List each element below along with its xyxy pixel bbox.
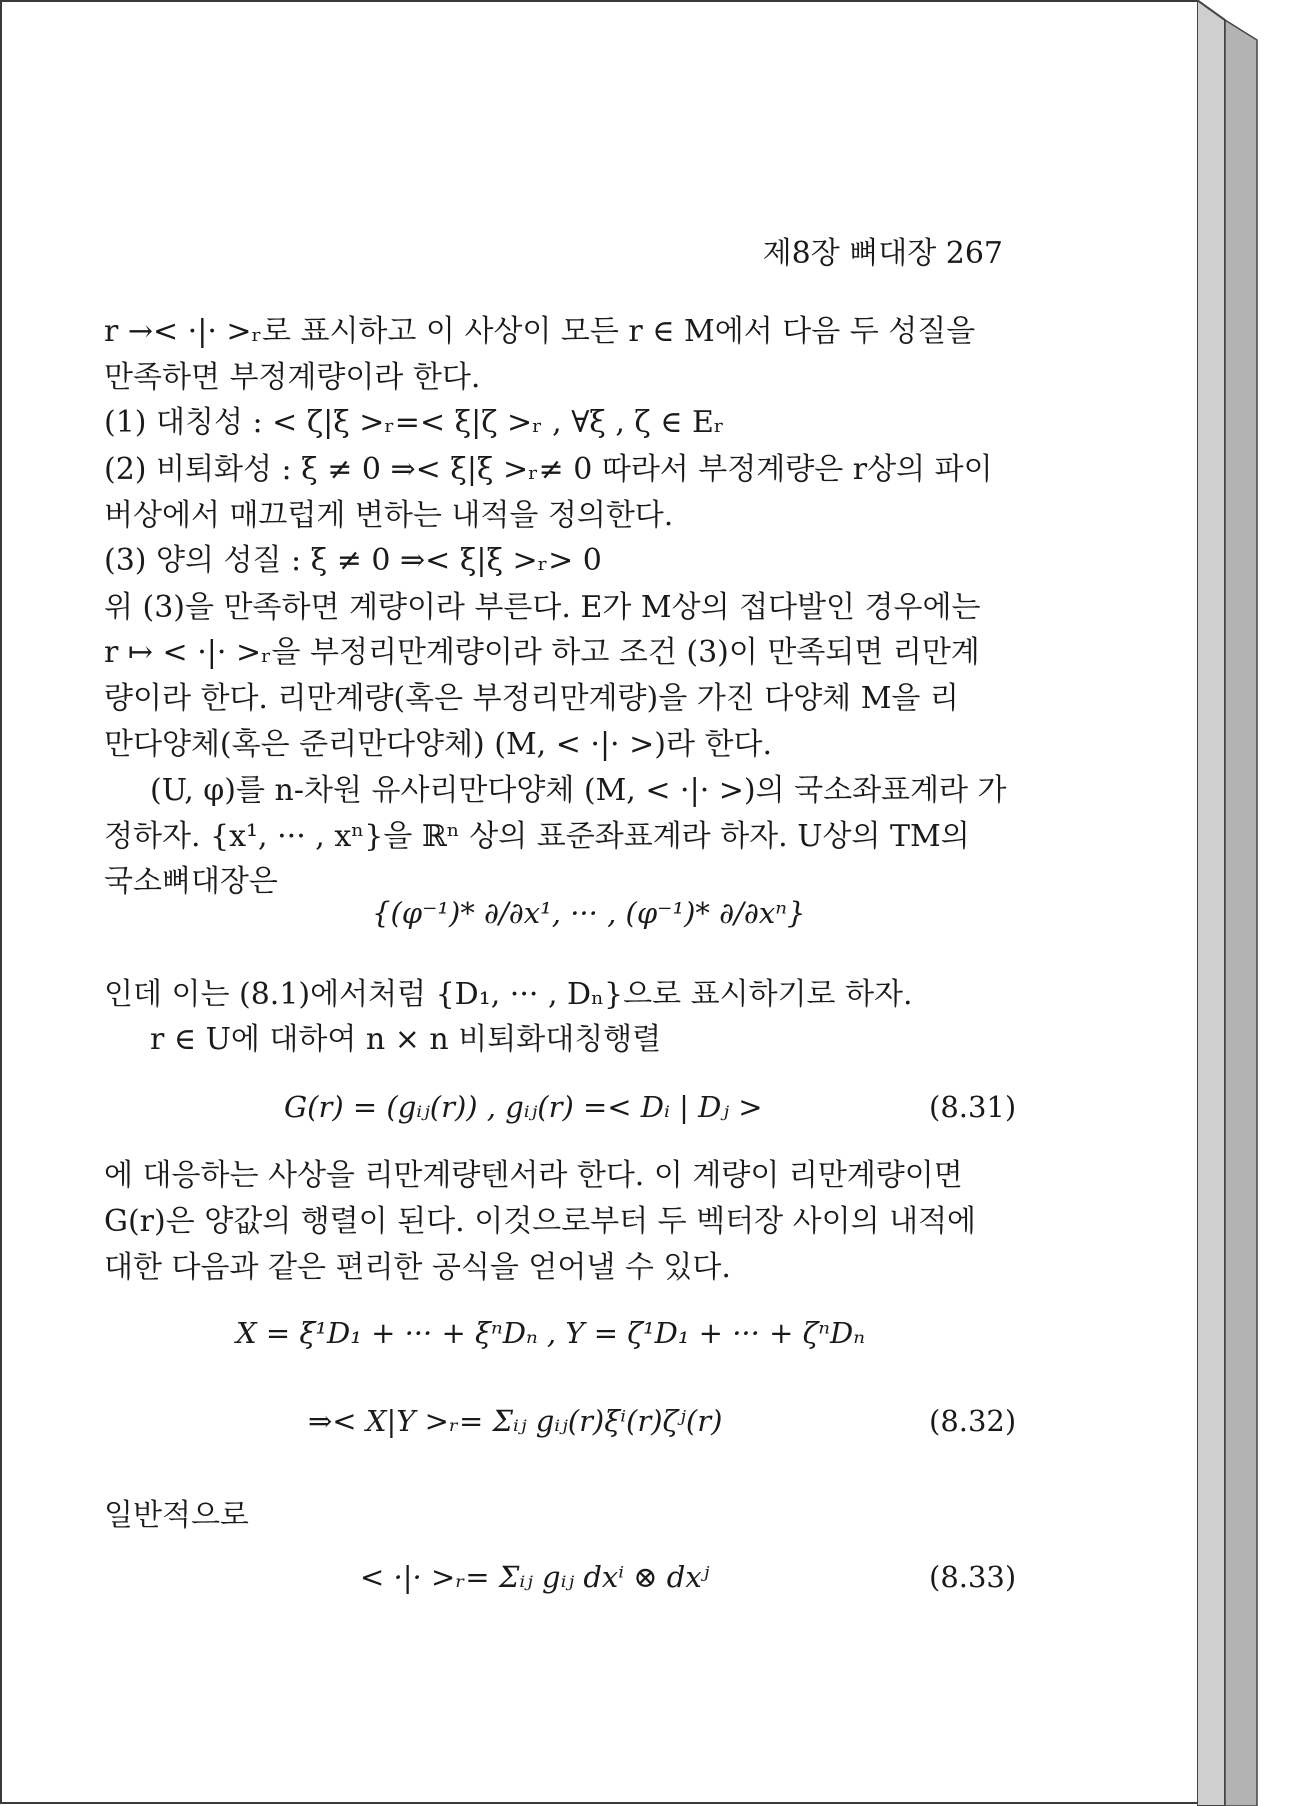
text-line: 대한 다음과 같은 편리한 공식을 얻어낼 수 있다.	[104, 1250, 731, 1285]
text-line: 만족하면 부정계량이라 한다.	[104, 360, 481, 395]
equation-number: (8.32)	[929, 1404, 1017, 1438]
equation-number: (8.31)	[929, 1090, 1017, 1124]
book-spine-edge	[1197, 0, 1291, 1806]
vector-field-equation: X = ξ¹D₁ + ··· + ξⁿDₙ , Y = ζ¹D₁ + ··· + ζⁿDₙ	[236, 1316, 866, 1350]
text-line: 국소뼈대장은	[104, 864, 278, 899]
equation-8-33: < ·|· >ᵣ= Σᵢⱼ gᵢⱼ dxⁱ ⊗ dxʲ	[360, 1560, 710, 1594]
text-line: r ↦ < ·|· >ᵣ을 부정리만계량이라 하고 조건 (3)이 만족되면 리만계	[104, 635, 980, 670]
text-line: 에 대응하는 사상을 리만계량텐서라 한다. 이 계량이 리만계량이면	[104, 1158, 963, 1193]
text-line: 만다양체(혹은 준리만다양체) (M, < ·|· >)라 한다.	[104, 727, 772, 762]
text-line: 일반적으로	[104, 1498, 249, 1533]
text-line: r ∈ U에 대하여 n × n 비퇴화대칭행렬	[150, 1022, 662, 1057]
text-line: (3) 양의 성질 : ξ ≠ 0 ⇒< ξ|ξ >ᵣ> 0	[104, 543, 602, 578]
text-line: 량이라 한다. 리만계량(혹은 부정리만계량)을 가진 다양체 M을 리	[104, 681, 959, 716]
text-line: 위 (3)을 만족하면 계량이라 부른다. E가 M상의 접다발인 경우에는	[104, 590, 981, 625]
equation-8-31: G(r) = (gᵢⱼ(r)) , gᵢⱼ(r) =< Dᵢ | Dⱼ >	[284, 1090, 763, 1124]
frame-set-equation: {(φ⁻¹)* ∂/∂x¹, ··· , (φ⁻¹)* ∂/∂xⁿ}	[372, 896, 806, 930]
text-line: 버상에서 매끄럽게 변하는 내적을 정의한다.	[104, 498, 674, 533]
text-line: G(r)은 양값의 행렬이 된다. 이것으로부터 두 벡터장 사이의 내적에	[104, 1204, 977, 1239]
text-line: 정하자. {x¹, ··· , xⁿ}을 ℝⁿ 상의 표준좌표계라 하자. U상의 TM의	[104, 819, 970, 854]
equation-8-32: ⇒< X|Y >ᵣ= Σᵢⱼ gᵢⱼ(r)ξⁱ(r)ζʲ(r)	[308, 1404, 723, 1438]
text-line: r →< ·|· >ᵣ로 표시하고 이 사상이 모든 r ∈ M에서 다음 두 성질을	[104, 314, 976, 349]
equation-number: (8.33)	[929, 1560, 1017, 1594]
text-line: (1) 대칭성 : < ζ|ξ >ᵣ=< ξ|ζ >ᵣ , ∀ξ , ζ ∈ Eᵣ	[104, 405, 725, 440]
text-line: (2) 비퇴화성 : ξ ≠ 0 ⇒< ξ|ξ >ᵣ≠ 0 따라서 부정계량은 r상의 파이	[104, 452, 993, 487]
text-line: (U, φ)를 n-차원 유사리만다양체 (M, < ·|· >)의 국소좌표계라 가	[150, 773, 1007, 808]
running-header: 제8장 뼈대장 267	[762, 236, 1003, 271]
text-line: 인데 이는 (8.1)에서처럼 {D₁, ··· , Dₙ}으로 표시하기로 하자.	[104, 977, 913, 1012]
